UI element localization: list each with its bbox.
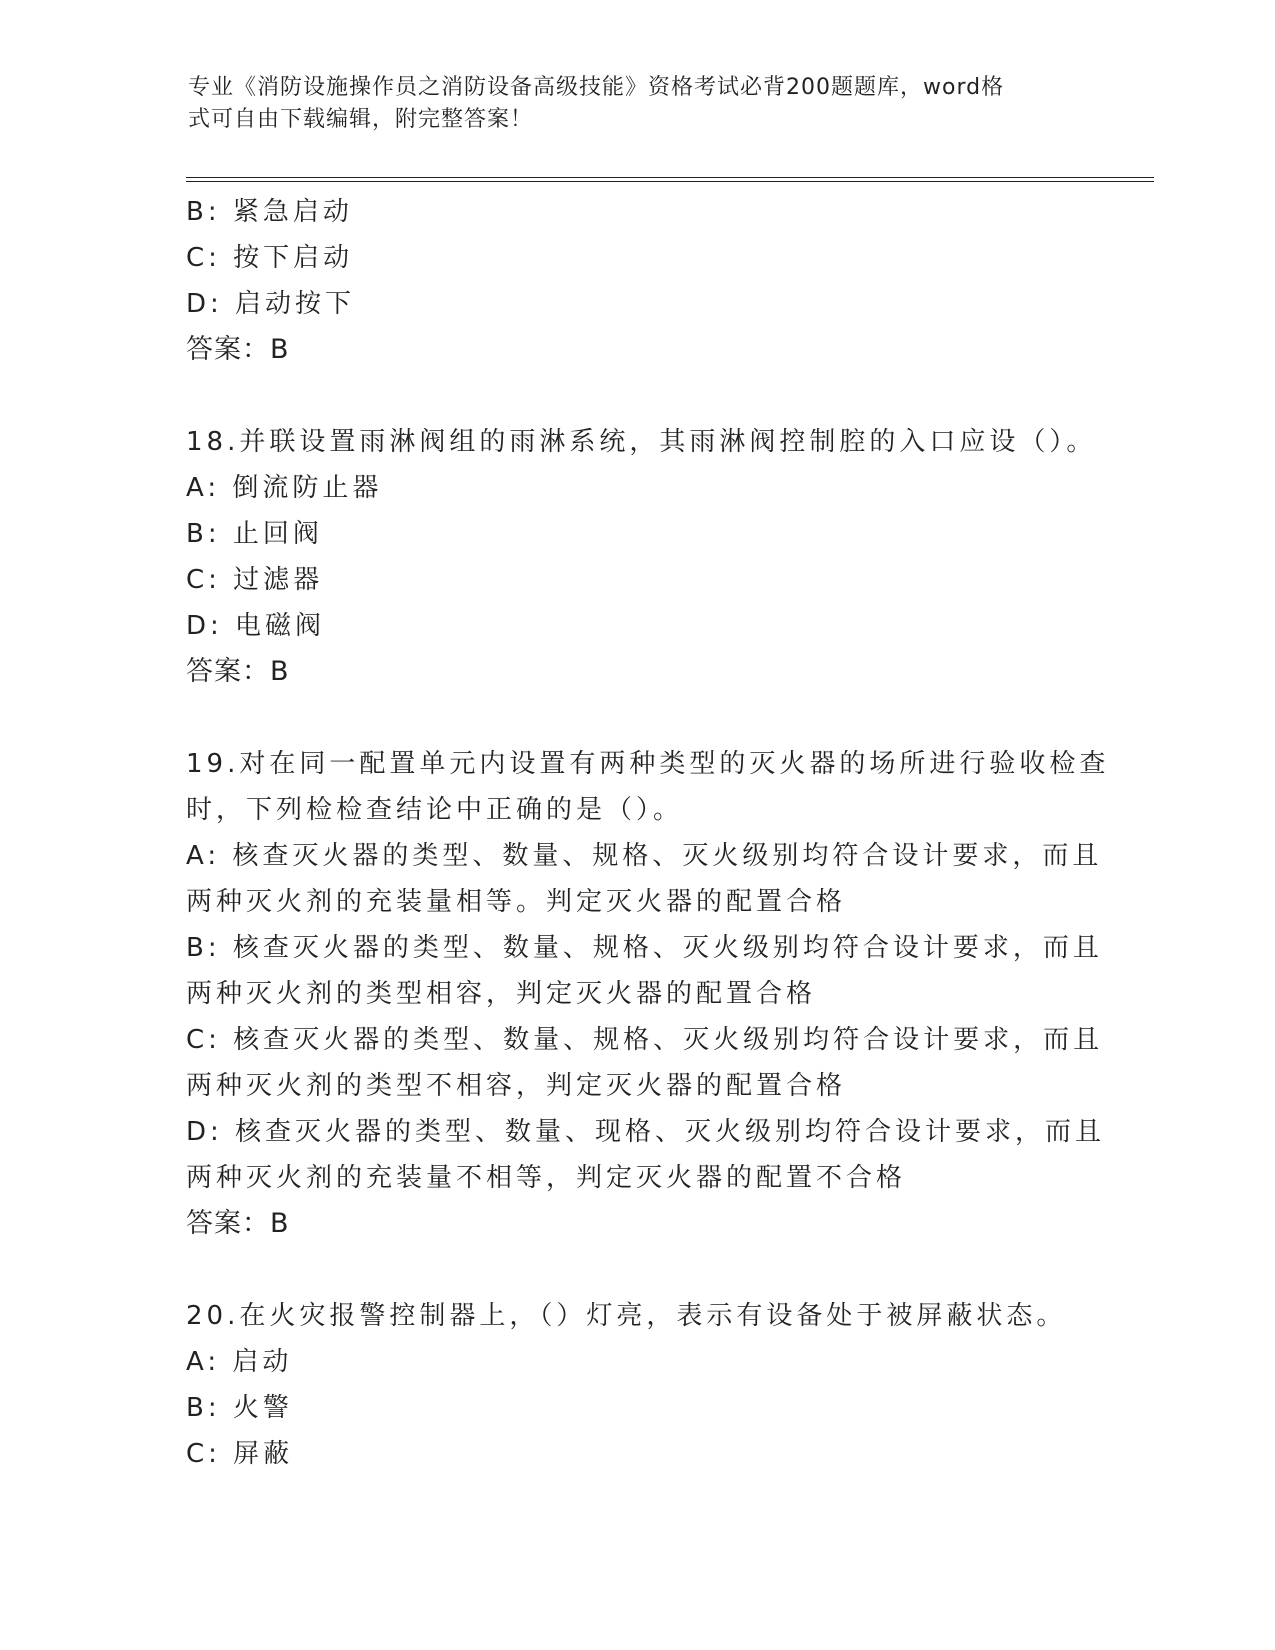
q19-option-b-line-2: 两种灭火剂的类型相容，判定灭火器的配置合格: [186, 979, 817, 1009]
q18-option-a: A: 倒流防止器: [186, 473, 383, 503]
question-20: [186, 1293, 1086, 1477]
q19-option-d-line-1: D: 核查灭火器的类型、数量、现格、灭火级别均符合设计要求，而且: [186, 1117, 1106, 1147]
q19-option-d-line-2: 两种灭火剂的充装量不相等，判定灭火器的配置不合格: [186, 1163, 907, 1193]
q17-option-c: C: 按下启动: [186, 243, 354, 273]
q19-option-a-line-1: A: 核查灭火器的类型、数量、规格、灭火级别均符合设计要求，而且: [186, 841, 1103, 871]
q19-question-line-1: 19.对在同一配置单元内设置有两种类型的灭火器的场所进行验收检查: [186, 749, 1110, 779]
q17-option-d: D: 启动按下: [186, 289, 356, 319]
q20-option-c: C: 屏蔽: [186, 1439, 294, 1469]
q19-option-b-line-1: B: 核查灭火器的类型、数量、规格、灭火级别均符合设计要求，而且: [186, 933, 1103, 963]
q20-question: 20.在火灾报警控制器上，（）灯亮，表示有设备处于被屏蔽状态。: [186, 1301, 1067, 1331]
header-line-2: 式可自由下载编辑，附完整答案！: [188, 107, 534, 132]
q18-answer: 答案：B: [186, 656, 290, 687]
q18-option-b: B: 止回阀: [186, 519, 323, 549]
q18-question: 18.并联设置雨淋阀组的雨淋系统，其雨淋阀控制腔的入口应设（）。: [186, 427, 1097, 457]
question-list: [186, 189, 1110, 1477]
spacer: [186, 695, 1086, 741]
q18-option-c: C: 过滤器: [186, 565, 324, 595]
spacer: [186, 373, 1086, 419]
q19-option-a-line-2: 两种灭火剂的充装量相等。判定灭火器的配置合格: [186, 887, 847, 917]
q17-option-b: B: 紧急启动: [186, 197, 353, 227]
q17-answer: 答案：B: [186, 334, 290, 365]
q19-answer: 答案：B: [186, 1208, 290, 1239]
spacer: [186, 1247, 1086, 1293]
document-header: [188, 72, 1068, 136]
question-17: [186, 189, 1086, 373]
header-line-1: 专业《消防设施操作员之消防设备高级技能》资格考试必背200题题库，word格: [188, 75, 1005, 100]
q19-option-c-line-1: C: 核查灭火器的类型、数量、规格、灭火级别均符合设计要求，而且: [186, 1025, 1104, 1055]
q20-option-b: B: 火警: [186, 1393, 293, 1423]
header-divider: [186, 177, 1154, 182]
question-19: [186, 741, 1110, 1247]
q19-question-line-2: 时，下列检检查结论中正确的是（）。: [186, 795, 684, 825]
question-18: [186, 419, 1097, 695]
q18-option-d: D: 电磁阀: [186, 611, 326, 641]
q20-option-a: A: 启动: [186, 1347, 293, 1377]
q19-option-c-line-2: 两种灭火剂的类型不相容，判定灭火器的配置合格: [186, 1071, 847, 1101]
